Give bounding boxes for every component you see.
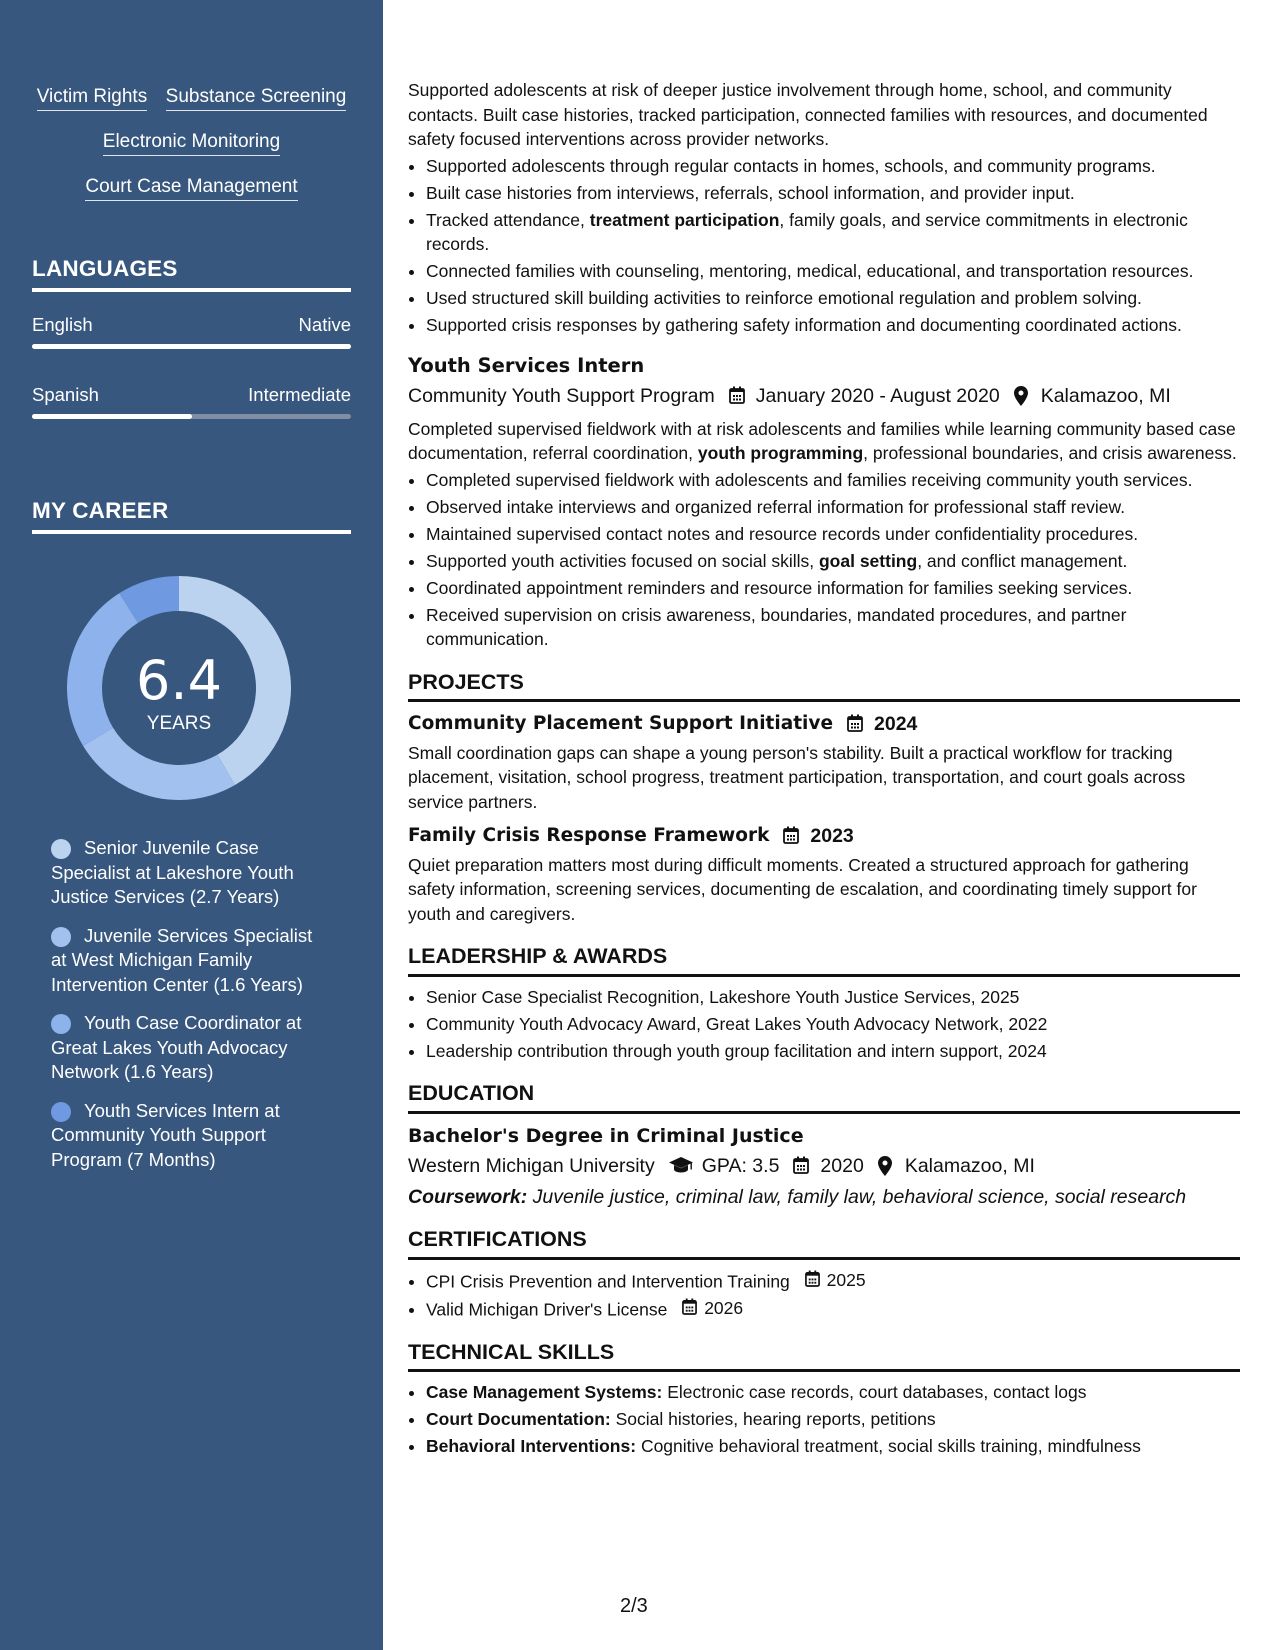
certification-name: CPI Crisis Prevention and Intervention Training [426, 1270, 790, 1291]
job-bullet [426, 313, 1240, 338]
certification-list [408, 1268, 1240, 1322]
bullet-text: , family goals, and service commitments in electronic records. [426, 209, 1188, 254]
technical-skills-list [408, 1380, 1240, 1459]
languages-heading: LANGUAGES [32, 256, 351, 292]
summary-text: , professional boundaries, and crisis awareness. [863, 443, 1237, 463]
language-row [32, 384, 351, 406]
calendar-icon [729, 386, 747, 406]
certification-date [682, 1296, 743, 1321]
language-level: Native [298, 314, 351, 335]
job-meta [408, 384, 1240, 409]
language-bar-fill [32, 414, 192, 419]
career-unit: YEARS [146, 713, 212, 734]
certification-date [805, 1268, 866, 1293]
summary-text: Completed supervised fieldwork with at risk adolescents and families while learning community based case documentation, referral coordination, [408, 418, 1236, 463]
location-pin-icon [1014, 386, 1032, 406]
coursework-text: Juvenile justice, criminal law, family law, behavioral science, social research [532, 1185, 1187, 1208]
projects-heading: PROJECTS [408, 670, 1240, 703]
bullet-text: Supported crisis responses by gathering safety information and documenting coordinated actions. [426, 315, 1182, 335]
bullet-text: Maintained supervised contact notes and resource records under confidentiality procedures. [426, 523, 1139, 544]
project-title [408, 824, 1240, 849]
career-item [51, 924, 331, 998]
technical-skill-label: Behavioral Interventions: [426, 1436, 637, 1456]
project-year: 2023 [810, 825, 854, 847]
school-name: Western Michigan University [408, 1155, 655, 1177]
job-location: Kalamazoo, MI [1040, 385, 1171, 407]
project-description: Quiet preparation matters most during difficult moments. Created a structured approach for gathering safety information, screening services, documenting de escalation, and coordinating timely support for youth and caregivers. [408, 854, 1197, 924]
job-bullet [426, 181, 1240, 206]
skill-tag: Substance Screening [166, 86, 347, 111]
language-bar-fill [32, 344, 351, 349]
technical-skills-heading: TECHNICAL SKILLS [408, 1340, 1240, 1373]
bullet-text: Supported youth activities focused on social skills, [426, 550, 819, 571]
leadership-item: • Community Youth Advocacy Award, Great Lakes Youth Advocacy Network, 2022 [426, 1012, 1240, 1037]
main-content [408, 78, 1240, 1461]
career-dot-icon [51, 927, 71, 947]
language-bar [32, 414, 351, 419]
bullet-text: Observed intake interviews and organized referral information for professional staff review. [426, 496, 1126, 517]
career-item-text: Youth Case Coordinator at Great Lakes Youth Advocacy Network (1.6 Years) [51, 1012, 302, 1082]
job-org: Community Youth Support Program [408, 385, 715, 407]
job-bullets [408, 154, 1240, 338]
bullet-text: , and conflict management. [917, 550, 1128, 571]
coursework-label: Coursework: [408, 1185, 528, 1208]
job-bullet [426, 208, 1240, 257]
bullet-text: Supported adolescents through regular contacts in homes, schools, and community programs. [426, 155, 1156, 176]
certification-year: 2026 [704, 1297, 744, 1318]
technical-skill-text: Electronic case records, court databases, contact logs [667, 1382, 1087, 1402]
education-meta [408, 1154, 1240, 1179]
job-dates: January 2020 - August 2020 [755, 385, 1000, 407]
job-bullets [408, 468, 1240, 652]
bullet-text: Received supervision on crisis awareness, boundaries, mandated procedures, and partner communication. [426, 604, 1127, 649]
job-bullet [426, 286, 1240, 311]
bullet-text: Coordinated appointment reminders and resource information for families seeking services. [426, 577, 1133, 598]
bullet-text: Completed supervised fieldwork with adolescents and families receiving community youth services. [426, 469, 1193, 490]
certification-year: 2025 [826, 1269, 866, 1290]
job-title: Youth Services Intern [408, 353, 645, 377]
donut-segment [83, 728, 235, 800]
language-name: Spanish [32, 384, 99, 405]
project-name: Family Crisis Response Framework [408, 825, 770, 846]
career-dot-icon [51, 1102, 71, 1122]
career-list [51, 836, 331, 1186]
career-donut-chart [67, 576, 291, 800]
bullet-text: Built case histories from interviews, referrals, school information, and provider input. [426, 182, 1075, 203]
skill-tag: Victim Rights [37, 86, 148, 111]
bullet-text: Used structured skill building activities to reinforce emotional regulation and problem solving. [426, 288, 1142, 308]
education-heading: EDUCATION [408, 1081, 1240, 1114]
leadership-item: • Senior Case Specialist Recognition, Lakeshore Youth Justice Services, 2025 [426, 985, 1240, 1010]
job-bullet [426, 549, 1240, 574]
career-item [51, 836, 331, 910]
career-item-text: Juvenile Services Specialist at West Michigan Family Intervention Center (1.6 Years) [51, 924, 313, 995]
job-bullet [426, 154, 1240, 179]
technical-skill-item [426, 1380, 1240, 1405]
job-bullet [426, 603, 1240, 652]
job-bullet [426, 259, 1240, 284]
job-bullet [426, 576, 1240, 601]
skill-row [20, 131, 363, 176]
page-number: 2/3 [620, 1595, 648, 1617]
bullet-text: Connected families with counseling, mentoring, medical, educational, and transportation resources. [426, 261, 1194, 281]
language-name: English [32, 314, 93, 335]
technical-skill-label: Court Documentation: [426, 1409, 611, 1429]
project-description: Small coordination gaps can shape a young person's stability. Built a practical workflow for tracking placement, visitation, school progress, treatment participation, transportation, and court goals across service partners. [408, 742, 1186, 812]
project-name: Community Placement Support Initiative [408, 713, 833, 734]
career-item [51, 1099, 331, 1173]
certification-item [426, 1268, 1240, 1294]
technical-skill-text: Social histories, hearing reports, petitions [615, 1409, 936, 1429]
technical-skill-item [426, 1434, 1240, 1459]
skill-row [20, 176, 363, 221]
language-row [32, 314, 351, 336]
project-year: 2024 [874, 713, 918, 735]
career-total: 6.4 [136, 649, 222, 712]
sidebar [0, 0, 383, 1650]
skill-tag: Court Case Management [85, 176, 297, 201]
language-level: Intermediate [248, 384, 351, 405]
bullet-bold-text: treatment participation [589, 209, 780, 230]
graduation-year: 2020 [820, 1155, 864, 1177]
job-bullet [426, 522, 1240, 547]
job-summary [408, 417, 1240, 466]
bullet-bold-text: goal setting [818, 550, 918, 571]
gpa: GPA: 3.5 [701, 1155, 780, 1177]
career-dot-icon [51, 839, 71, 859]
location-pin-icon [878, 1156, 896, 1176]
technical-skill-item [426, 1407, 1240, 1432]
technical-skill-text: Cognitive behavioral treatment, social skills training, mindfulness [640, 1436, 1141, 1456]
summary-bold-text: youth programming [697, 443, 864, 463]
certification-item [426, 1296, 1240, 1322]
calendar-icon [682, 1298, 700, 1318]
bullet-text: Tracked attendance, [426, 209, 590, 230]
degree-title: Bachelor's Degree in Criminal Justice [408, 1124, 804, 1147]
career-heading: MY CAREER [32, 498, 351, 534]
job-bullet [426, 495, 1240, 520]
calendar-icon [783, 826, 801, 846]
career-item [51, 1011, 331, 1085]
career-item-text: Youth Services Intern at Community Youth Support Program (7 Months) [51, 1099, 280, 1170]
donut-segment [67, 593, 138, 746]
leadership-item: • Leadership contribution through youth group facilitation and intern support, 2024 [426, 1039, 1240, 1064]
leadership-list [408, 985, 1240, 1064]
school-location: Kalamazoo, MI [904, 1155, 1035, 1177]
calendar-icon [793, 1156, 811, 1176]
coursework [408, 1185, 1240, 1210]
certifications-heading: CERTIFICATIONS [408, 1227, 1240, 1260]
skill-tag: Electronic Monitoring [103, 131, 280, 156]
job-summary: Supported adolescents at risk of deeper justice involvement through home, school, and community contacts. Built case histories, tracked participation, connected families with resources, and documented safety focused interventions across provider networks. [408, 80, 1208, 149]
leadership-heading: LEADERSHIP & AWARDS [408, 944, 1240, 977]
skills-list [20, 86, 363, 221]
calendar-icon [847, 714, 865, 734]
language-bar [32, 344, 351, 349]
career-dot-icon [51, 1014, 71, 1034]
calendar-icon [805, 1270, 823, 1290]
certification-name: Valid Michigan Driver's License [426, 1299, 668, 1319]
project-title [408, 712, 1240, 737]
graduation-cap-icon [669, 1156, 693, 1176]
career-item-text: Senior Juvenile Case Specialist at Lakeshore Youth Justice Services (2.7 Years) [51, 837, 294, 907]
skill-row [20, 86, 363, 131]
technical-skill-label: Case Management Systems: [426, 1382, 663, 1402]
job-bullet [426, 468, 1240, 493]
